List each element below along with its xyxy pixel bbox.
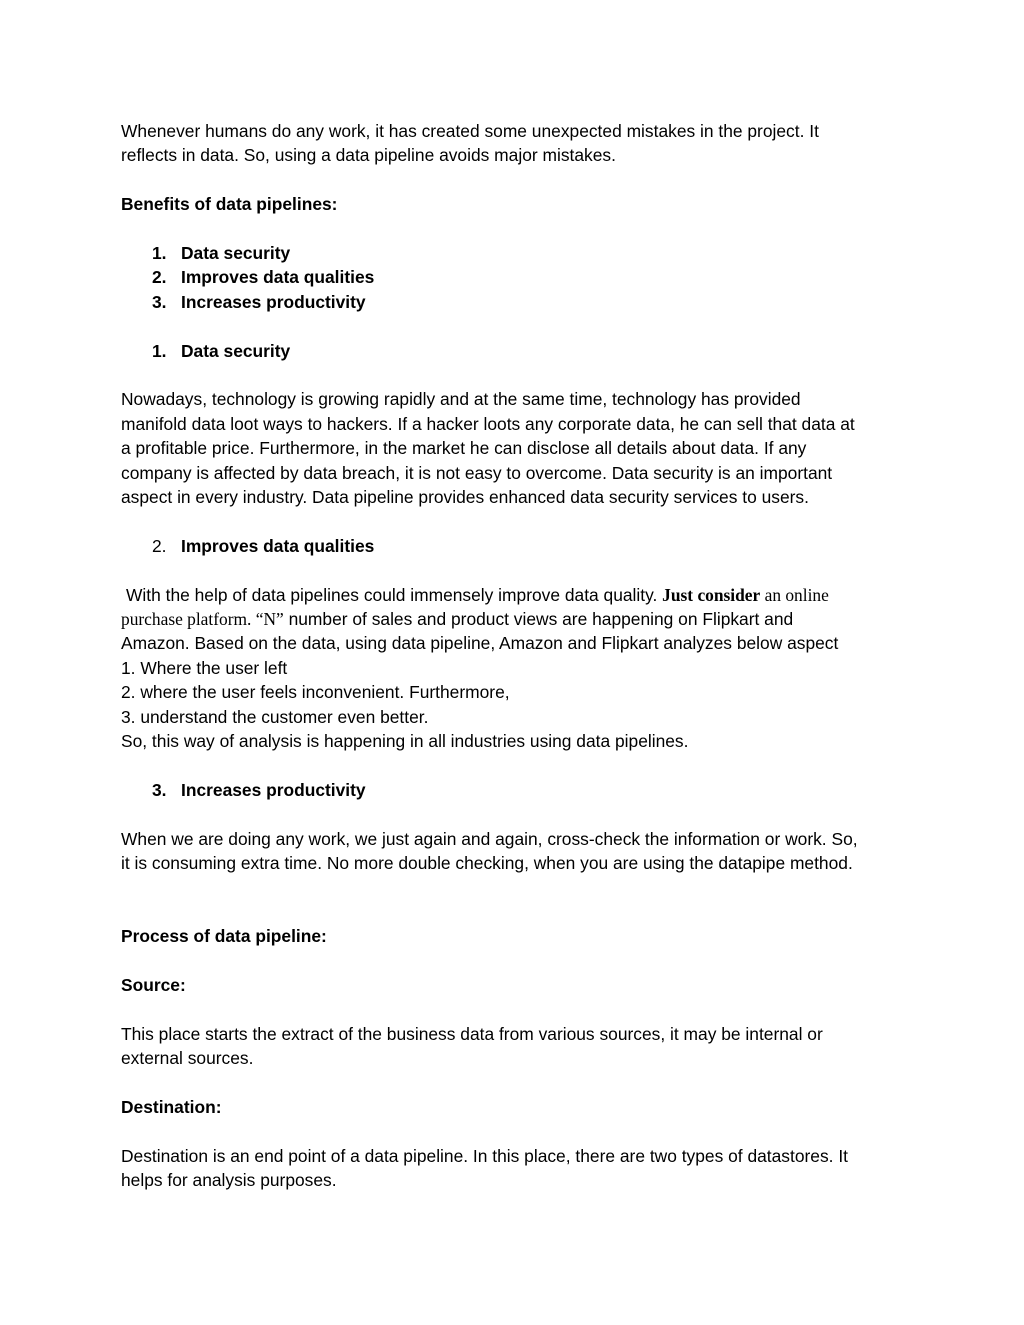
section-1-line: Nowadays, technology is growing rapidly and at the same time, technology has provided xyxy=(121,389,801,410)
section-3-line: When we are doing any work, we just again and again, cross-check the information or work. So, xyxy=(121,828,858,849)
process-heading: Process of data pipeline: xyxy=(121,926,327,947)
benefit-item-2: 2. Improves data qualities xyxy=(152,267,375,288)
section-2-closing: So, this way of analysis is happening in all industries using data pipelines. xyxy=(121,731,689,752)
section-1-heading: 1. Data security xyxy=(152,340,291,361)
destination-line: helps for analysis purposes. xyxy=(121,1170,337,1191)
benefit-item-3: 3. Increases productivity xyxy=(152,291,366,312)
section-2-line-3: Amazon. Based on the data, using data pipeline, Amazon and Flipkart analyzes below aspect xyxy=(121,633,839,654)
section-1-line: manifold data loot ways to hackers. If a hacker loots any corporate data, he can sell that data at xyxy=(121,413,855,434)
intro-line-2: reflects in data. So, using a data pipeline avoids major mistakes. xyxy=(121,145,616,166)
intro-line-1: Whenever humans do any work, it has created some unexpected mistakes in the project. It xyxy=(121,121,819,141)
source-heading: Source: xyxy=(121,975,186,996)
section-3-line: it is consuming extra time. No more double checking, when you are using the datapipe method. xyxy=(121,853,853,874)
section-3-heading: 3. Increases productivity xyxy=(152,779,366,800)
benefits-heading: Benefits of data pipelines: xyxy=(121,194,338,215)
section-2-point: 1. Where the user left xyxy=(121,657,288,678)
section-1-line: company is affected by data breach, it is not easy to overcome. Data security is an important xyxy=(121,462,833,483)
section-1-line: a profitable price. Furthermore, in the market he can disclose all details about data. If any xyxy=(121,438,807,459)
section-2-line-1: With the help of data pipelines could immensely improve data quality. Just consider an online xyxy=(126,584,829,605)
document-page xyxy=(121,119,911,1193)
source-line: This place starts the extract of the business data from various sources, it may be internal or xyxy=(121,1023,823,1044)
source-line: external sources. xyxy=(121,1048,254,1069)
destination-heading: Destination: xyxy=(121,1097,222,1118)
section-2-heading: 2. Improves data qualities xyxy=(152,535,375,556)
section-1-line: aspect in every industry. Data pipeline provides enhanced data security services to users. xyxy=(121,487,809,508)
destination-line: Destination is an end point of a data pipeline. In this place, there are two types of datastores. It xyxy=(121,1145,848,1166)
section-2-line-2: purchase platform. “N” number of sales and product views are happening on Flipkart and xyxy=(121,609,794,630)
section-2-point: 2. where the user feels inconvenient. Furthermore, xyxy=(121,682,510,703)
section-2-point: 3. understand the customer even better. xyxy=(121,706,429,727)
benefit-item-1: 1. Data security xyxy=(152,243,291,263)
